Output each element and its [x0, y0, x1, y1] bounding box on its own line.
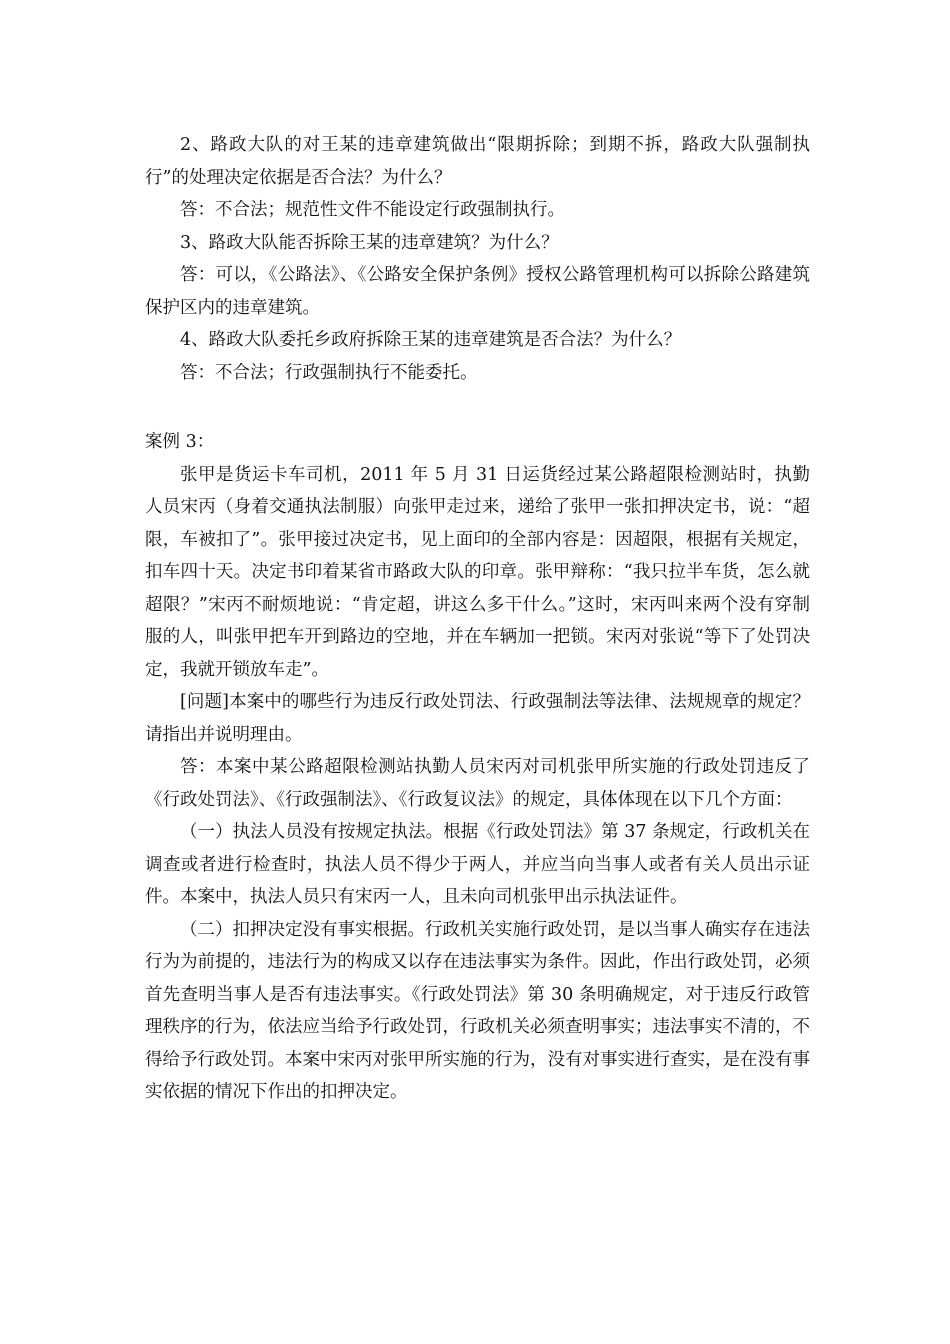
case-3-question: [问题]本案中的哪些行为违反行政处罚法、行政强制法等法律、法规规章的规定？请指出并说明理由。: [145, 692, 810, 745]
question-4: 4、路政大队委托乡政府拆除王某的违章建筑是否合法？为什么？: [180, 330, 682, 350]
answer-3: 答：可以，《公路法》、《公路安全保护条例》授权公路管理机构可以拆除公路建筑保护区内的违章建筑。: [145, 265, 810, 318]
question-2: 2、路政大队的对王某的违章建筑做出“限期拆除；到期不拆，路政大队强制执行”的处理决定依据是否合法？为什么？: [145, 135, 810, 188]
answer-point-1: （一）执法人员没有按规定执法。根据《行政处罚法》第 37 条规定，行政机关在调查或者进行检查时，执法人员不得少于两人，并应当向当事人或者有关人员出示证件。本案中，执法人员只有宋丙一人，且未向司机张甲出示执法证件。: [145, 822, 810, 907]
answer-point-2: （二）扣押决定没有事实根据。行政机关实施行政处罚，是以当事人确实存在违法行为为前提的，违法行为的构成又以存在违法事实为条件。因此，作出行政处罚，必须首先查明当事人是否有违法事实。《行政处罚法》第 30 条明确规定，对于违反行政管理秩序的行为，依法应当给予行政处罚，行政机关必须查明事实；违法事实不清的，不得给予行政处罚。本案中宋丙对张甲所实施的行为，没有对事实进行查实，是在没有事实依据的情况下作出的扣押决定。: [145, 919, 810, 1102]
answer-4: 答：不合法；行政强制执行不能委托。: [180, 362, 478, 383]
section-gap: [145, 389, 810, 426]
case-3-story: 张甲是货运卡车司机，2011 年 5 月 31 日运货经过某公路超限检测站时，执勤人员宋丙（身着交通执法制服）向张甲走过来，递给了张甲一张扣押决定书，说：“超限，车被扣了”。张甲接过决定书，见上面印的全部内容是：因超限，根据有关规定，扣车四十天。决定书印着某省市路政大队的印章。张甲辩称：“我只拉半车货，怎么就超限？”宋丙不耐烦地说：“肯定超，讲这么多干什么。”这时，宋丙叫来两个没有穿制服的人，叫张甲把车开到路边的空地，并在车辆加一把锁。宋丙对张说“等下了处罚决定，我就开锁放车走”。: [145, 464, 810, 680]
answer-2: 答：不合法；规范性文件不能设定行政强制执行。: [180, 200, 565, 220]
question-3: 3、路政大队能否拆除王某的违章建筑？为什么？: [180, 232, 559, 253]
document-body: [145, 129, 810, 1109]
case-3-title: 案例 3：: [145, 432, 215, 452]
case-3-answer: 答：本案中某公路超限检测站执勤人员宋丙对司机张甲所实施的行政处罚违反了《行政处罚法》、《行政强制法》、《行政复议法》的规定，具体体现在以下几个方面：: [145, 757, 810, 810]
